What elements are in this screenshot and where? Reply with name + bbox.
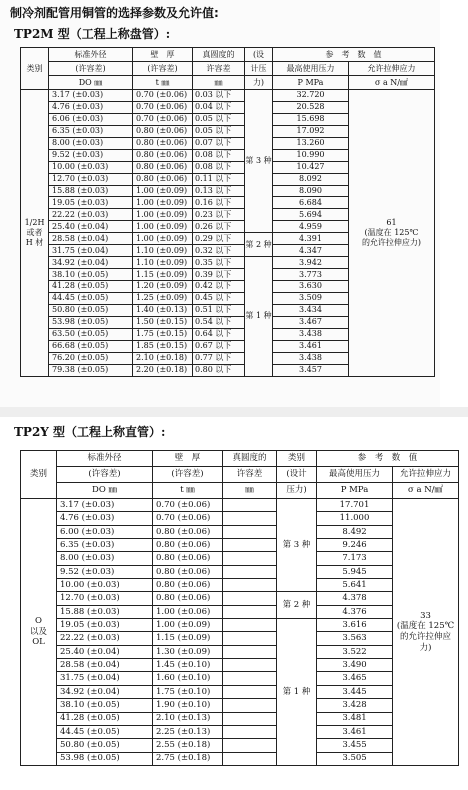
od-cell: 63.50 (±0.05): [49, 328, 133, 340]
roundness-cell: [223, 592, 277, 605]
wall-cell: 0.80 (±0.06): [133, 161, 193, 173]
roundness-cell: 0.29 以下: [193, 233, 245, 245]
wall-cell: 1.30 (±0.09): [153, 645, 223, 658]
roundness-cell: [223, 739, 277, 752]
roundness-cell: [223, 552, 277, 565]
tp2y-title: TP2Y 型（工程上称直管）:: [14, 425, 166, 439]
roundness-cell: [223, 632, 277, 645]
od-cell: 6.35 (±0.03): [49, 125, 133, 137]
od-cell: 22.22 (±0.03): [57, 632, 153, 645]
od-cell: 28.58 (±0.04): [57, 659, 153, 672]
max-pressure-cell: 3.428: [317, 699, 393, 712]
od-cell: 6.00 (±0.03): [57, 525, 153, 538]
roundness-cell: [223, 619, 277, 632]
wall-cell: 0.80 (±0.06): [153, 552, 223, 565]
od-cell: 38.10 (±0.05): [49, 269, 133, 281]
roundness-cell: [223, 565, 277, 578]
roundness-cell: 0.11 以下: [193, 173, 245, 185]
max-pressure-cell: 32.720: [273, 90, 349, 102]
roundness-cell: [223, 512, 277, 525]
category-cell-line: 或者: [26, 227, 43, 237]
header-od-tol: (许容差): [49, 62, 133, 76]
roundness-cell: 0.51 以下: [193, 304, 245, 316]
header-max-pressure-unit: P MPa: [317, 483, 393, 499]
tensile-cell-line: 61: [386, 217, 397, 227]
wall-cell: 0.80 (±0.06): [133, 173, 193, 185]
wall-cell: 2.10 (±0.13): [153, 712, 223, 725]
max-pressure-cell: 5.945: [317, 565, 393, 578]
header-wall: 壁 厚: [133, 48, 193, 62]
wall-cell: 0.80 (±0.06): [153, 525, 223, 538]
roundness-cell: [223, 579, 277, 592]
header-wall-tol: (许容差): [133, 62, 193, 76]
header-reference: 参 考 数 值: [273, 48, 435, 62]
table-row: [21, 90, 435, 102]
pressure-group-cell: 第 2 种: [277, 592, 317, 619]
header-od-unit: DO ㎜: [49, 76, 133, 90]
pressure-group-cell: 第 2 种: [245, 233, 273, 257]
header-max-pressure: 最高使用压力: [317, 467, 393, 483]
max-pressure-cell: 20.528: [273, 101, 349, 113]
od-cell: 53.98 (±0.05): [49, 316, 133, 328]
roundness-cell: 0.03 以下: [193, 90, 245, 102]
max-pressure-cell: 5.641: [317, 579, 393, 592]
roundness-cell: 0.77 以下: [193, 352, 245, 364]
tensile-cell-line: 33: [420, 610, 431, 621]
max-pressure-cell: 3.563: [317, 632, 393, 645]
max-pressure-cell: 8.492: [317, 525, 393, 538]
header-tensile: 允许拉伸应力: [349, 62, 435, 76]
wall-cell: 0.70 (±0.06): [133, 101, 193, 113]
table-row: [21, 499, 459, 512]
wall-cell: 1.60 (±0.10): [153, 672, 223, 685]
tensile-cell-line: 力): [419, 642, 432, 653]
roundness-cell: 0.45 以下: [193, 292, 245, 304]
wall-cell: 2.55 (±0.18): [153, 739, 223, 752]
max-pressure-cell: 15.698: [273, 113, 349, 125]
max-pressure-cell: 3.630: [273, 281, 349, 293]
od-cell: 25.40 (±0.04): [49, 221, 133, 233]
category-cell-line: 以及: [29, 626, 47, 637]
roundness-cell: [223, 752, 277, 765]
wall-cell: 0.80 (±0.06): [153, 565, 223, 578]
header-od-tol: (许容差): [57, 467, 153, 483]
wall-cell: 0.70 (±0.06): [133, 113, 193, 125]
header-pressure-2: 计压: [245, 62, 273, 76]
wall-cell: 0.70 (±0.06): [153, 512, 223, 525]
wall-cell: 0.80 (±0.06): [133, 137, 193, 149]
header-wall-unit: t ㎜: [153, 483, 223, 499]
max-pressure-cell: 3.461: [317, 725, 393, 738]
od-cell: 8.00 (±0.03): [57, 552, 153, 565]
wall-cell: 1.50 (±0.15): [133, 316, 193, 328]
od-cell: 31.75 (±0.04): [49, 245, 133, 257]
header-wall: 壁 厚: [153, 451, 223, 467]
od-cell: 12.70 (±0.03): [49, 173, 133, 185]
header-pressure-2: (设计: [277, 467, 317, 483]
max-pressure-cell: 4.376: [317, 605, 393, 618]
od-cell: 6.35 (±0.03): [57, 539, 153, 552]
roundness-cell: [223, 539, 277, 552]
tp2m-table: [20, 47, 435, 377]
od-cell: 15.88 (±0.03): [49, 185, 133, 197]
wall-cell: 1.10 (±0.09): [133, 257, 193, 269]
od-cell: 79.38 (±0.05): [49, 364, 133, 376]
od-cell: 28.58 (±0.04): [49, 233, 133, 245]
roundness-cell: [223, 645, 277, 658]
max-pressure-cell: 7.173: [317, 552, 393, 565]
wall-cell: 1.25 (±0.09): [133, 292, 193, 304]
max-pressure-cell: 10.427: [273, 161, 349, 173]
od-cell: 50.80 (±0.05): [49, 304, 133, 316]
header-pressure-1: (设: [245, 48, 273, 62]
max-pressure-cell: 8.092: [273, 173, 349, 185]
header-roundness-unit: ㎜: [193, 76, 245, 90]
max-pressure-cell: 4.378: [317, 592, 393, 605]
wall-cell: 1.15 (±0.09): [153, 632, 223, 645]
max-pressure-cell: 17.092: [273, 125, 349, 137]
category-cell: [21, 90, 49, 377]
max-pressure-cell: 3.773: [273, 269, 349, 281]
roundness-cell: 0.67 以下: [193, 340, 245, 352]
max-pressure-cell: 3.455: [317, 739, 393, 752]
roundness-cell: [223, 685, 277, 698]
max-pressure-cell: 4.959: [273, 221, 349, 233]
wall-cell: 1.90 (±0.10): [153, 699, 223, 712]
roundness-cell: 0.64 以下: [193, 328, 245, 340]
header-od: 标准外径: [49, 48, 133, 62]
od-cell: 41.28 (±0.05): [49, 281, 133, 293]
header-category: 类别: [21, 48, 49, 90]
tp2y-table: [20, 450, 459, 766]
tensile-cell-line: 的允许拉伸应力): [361, 237, 422, 247]
od-cell: 41.28 (±0.05): [57, 712, 153, 725]
header-max-pressure: 最高使用压力: [273, 62, 349, 76]
od-cell: 19.05 (±0.03): [57, 619, 153, 632]
wall-cell: 2.20 (±0.18): [133, 364, 193, 376]
header-category: 类别: [21, 451, 57, 499]
od-cell: 25.40 (±0.04): [57, 645, 153, 658]
max-pressure-cell: 3.509: [273, 292, 349, 304]
header-roundness-unit: ㎜: [223, 483, 277, 499]
header-pressure-1: 类别: [277, 451, 317, 467]
max-pressure-cell: 3.457: [273, 364, 349, 376]
roundness-cell: 0.05 以下: [193, 113, 245, 125]
od-cell: 12.70 (±0.03): [57, 592, 153, 605]
header-pressure-3: 力): [245, 76, 273, 90]
od-cell: 50.80 (±0.05): [57, 739, 153, 752]
wall-cell: 1.75 (±0.15): [133, 328, 193, 340]
max-pressure-cell: 5.694: [273, 209, 349, 221]
header-od: 标准外径: [57, 451, 153, 467]
wall-cell: 1.00 (±0.09): [133, 185, 193, 197]
wall-cell: 1.15 (±0.09): [133, 269, 193, 281]
wall-cell: 0.80 (±0.06): [133, 125, 193, 137]
wall-cell: 0.70 (±0.06): [153, 499, 223, 512]
max-pressure-cell: 3.445: [317, 685, 393, 698]
tp2y-section: [0, 417, 468, 790]
max-pressure-cell: 10.990: [273, 149, 349, 161]
roundness-cell: 0.23 以下: [193, 209, 245, 221]
od-cell: 10.00 (±0.03): [57, 579, 153, 592]
max-pressure-cell: 4.347: [273, 245, 349, 257]
section-divider: [0, 407, 468, 417]
od-cell: 6.06 (±0.03): [49, 113, 133, 125]
tensile-cell-line: (温度在 125℃: [364, 227, 419, 237]
wall-cell: 1.20 (±0.09): [133, 281, 193, 293]
max-pressure-cell: 9.246: [317, 539, 393, 552]
max-pressure-cell: 3.505: [317, 752, 393, 765]
wall-cell: 0.80 (±0.06): [153, 592, 223, 605]
roundness-cell: 0.26 以下: [193, 221, 245, 233]
od-cell: 19.05 (±0.03): [49, 197, 133, 209]
roundness-cell: 0.80 以下: [193, 364, 245, 376]
max-pressure-cell: 11.000: [317, 512, 393, 525]
roundness-cell: 0.39 以下: [193, 269, 245, 281]
od-cell: 53.98 (±0.05): [57, 752, 153, 765]
roundness-cell: 0.13 以下: [193, 185, 245, 197]
od-cell: 9.52 (±0.03): [57, 565, 153, 578]
header-wall-tol: (许容差): [153, 467, 223, 483]
roundness-cell: [223, 605, 277, 618]
pressure-group-cell: 第 3 种: [277, 499, 317, 592]
header-roundness: 真圆度的: [193, 48, 245, 62]
tensile-cell-line: (温度在 125℃: [396, 621, 455, 632]
max-pressure-cell: 8.090: [273, 185, 349, 197]
header-tensile-unit: σ a N/㎟: [393, 483, 459, 499]
category-cell-line: O: [35, 616, 42, 626]
wall-cell: 2.75 (±0.18): [153, 752, 223, 765]
roundness-cell: 0.54 以下: [193, 316, 245, 328]
wall-cell: 0.70 (±0.06): [133, 90, 193, 102]
max-pressure-cell: 13.260: [273, 137, 349, 149]
od-cell: 8.00 (±0.03): [49, 137, 133, 149]
max-pressure-cell: 3.438: [273, 328, 349, 340]
od-cell: 4.76 (±0.03): [57, 512, 153, 525]
tensile-cell-line: 的允许拉伸应: [400, 631, 452, 642]
header-roundness: 真圆度的: [223, 451, 277, 467]
max-pressure-cell: 3.467: [273, 316, 349, 328]
od-cell: 38.10 (±0.05): [57, 699, 153, 712]
max-pressure-cell: 3.616: [317, 619, 393, 632]
wall-cell: 0.80 (±0.06): [133, 149, 193, 161]
od-cell: 34.92 (±0.04): [57, 685, 153, 698]
max-pressure-cell: 3.481: [317, 712, 393, 725]
category-cell-line: OL: [32, 637, 45, 648]
roundness-cell: 0.16 以下: [193, 197, 245, 209]
max-pressure-cell: 3.434: [273, 304, 349, 316]
pressure-group-cell: 第 3 种: [245, 90, 273, 233]
max-pressure-cell: 3.942: [273, 257, 349, 269]
roundness-cell: 0.35 以下: [193, 257, 245, 269]
od-cell: 22.22 (±0.03): [49, 209, 133, 221]
roundness-cell: [223, 525, 277, 538]
wall-cell: 1.75 (±0.10): [153, 685, 223, 698]
wall-cell: 2.10 (±0.18): [133, 352, 193, 364]
category-cell-line: H 材: [25, 237, 44, 247]
wall-cell: 0.80 (±0.06): [153, 539, 223, 552]
od-cell: 44.45 (±0.05): [57, 725, 153, 738]
category-cell: [21, 499, 57, 766]
max-pressure-cell: 3.461: [273, 340, 349, 352]
wall-cell: 0.80 (±0.06): [153, 579, 223, 592]
od-cell: 44.45 (±0.05): [49, 292, 133, 304]
max-pressure-cell: 3.522: [317, 645, 393, 658]
category-cell-line: 1/2H: [24, 217, 45, 227]
roundness-cell: [223, 659, 277, 672]
od-cell: 15.88 (±0.03): [57, 605, 153, 618]
od-cell: 3.17 (±0.03): [57, 499, 153, 512]
wall-cell: 2.25 (±0.13): [153, 725, 223, 738]
od-cell: 76.20 (±0.05): [49, 352, 133, 364]
max-pressure-cell: 4.391: [273, 233, 349, 245]
roundness-cell: [223, 499, 277, 512]
wall-cell: 1.00 (±0.09): [153, 619, 223, 632]
max-pressure-cell: 6.684: [273, 197, 349, 209]
roundness-cell: 0.32 以下: [193, 245, 245, 257]
od-cell: 34.92 (±0.04): [49, 257, 133, 269]
od-cell: 31.75 (±0.04): [57, 672, 153, 685]
header-tensile-unit: σ a N/㎟: [349, 76, 435, 90]
od-cell: 3.17 (±0.03): [49, 90, 133, 102]
max-pressure-cell: 3.490: [317, 659, 393, 672]
header-reference: 参 考 数 值: [317, 451, 459, 467]
header-max-pressure-unit: P MPa: [273, 76, 349, 90]
roundness-cell: 0.05 以下: [193, 125, 245, 137]
header-pressure-3: 压力): [277, 483, 317, 499]
tensile-cell: [393, 499, 459, 766]
roundness-cell: [223, 672, 277, 685]
max-pressure-cell: 3.438: [273, 352, 349, 364]
tp2m-section: [0, 0, 440, 407]
wall-cell: 1.00 (±0.09): [133, 221, 193, 233]
roundness-cell: [223, 725, 277, 738]
wall-cell: 1.00 (±0.09): [133, 197, 193, 209]
wall-cell: 1.85 (±0.15): [133, 340, 193, 352]
wall-cell: 1.45 (±0.10): [153, 659, 223, 672]
od-cell: 4.76 (±0.03): [49, 101, 133, 113]
wall-cell: 1.10 (±0.09): [133, 245, 193, 257]
tensile-cell: [349, 90, 435, 377]
pressure-group-cell: 第 1 种: [277, 619, 317, 766]
header-roundness-tol: 许容差: [223, 467, 277, 483]
header-roundness-tol: 许容差: [193, 62, 245, 76]
wall-cell: 1.40 (±0.13): [133, 304, 193, 316]
od-cell: 10.00 (±0.03): [49, 161, 133, 173]
roundness-cell: 0.08 以下: [193, 149, 245, 161]
roundness-cell: [223, 699, 277, 712]
roundness-cell: 0.08 以下: [193, 161, 245, 173]
od-cell: 66.68 (±0.05): [49, 340, 133, 352]
roundness-cell: [223, 712, 277, 725]
tp2m-title: TP2M 型（工程上称盘管）:: [14, 27, 171, 41]
od-cell: 9.52 (±0.03): [49, 149, 133, 161]
wall-cell: 1.00 (±0.06): [153, 605, 223, 618]
roundness-cell: 0.07 以下: [193, 137, 245, 149]
max-pressure-cell: 3.465: [317, 672, 393, 685]
roundness-cell: 0.42 以下: [193, 281, 245, 293]
max-pressure-cell: 17.701: [317, 499, 393, 512]
wall-cell: 1.00 (±0.09): [133, 233, 193, 245]
header-wall-unit: t ㎜: [133, 76, 193, 90]
header-tensile: 允许拉伸应力: [393, 467, 459, 483]
pressure-group-cell: 第 1 种: [245, 257, 273, 376]
roundness-cell: 0.04 以下: [193, 101, 245, 113]
header-od-unit: DO ㎜: [57, 483, 153, 499]
document-heading: 制冷剂配管用铜管的选择参数及允许值:: [10, 6, 219, 20]
wall-cell: 1.00 (±0.09): [133, 209, 193, 221]
